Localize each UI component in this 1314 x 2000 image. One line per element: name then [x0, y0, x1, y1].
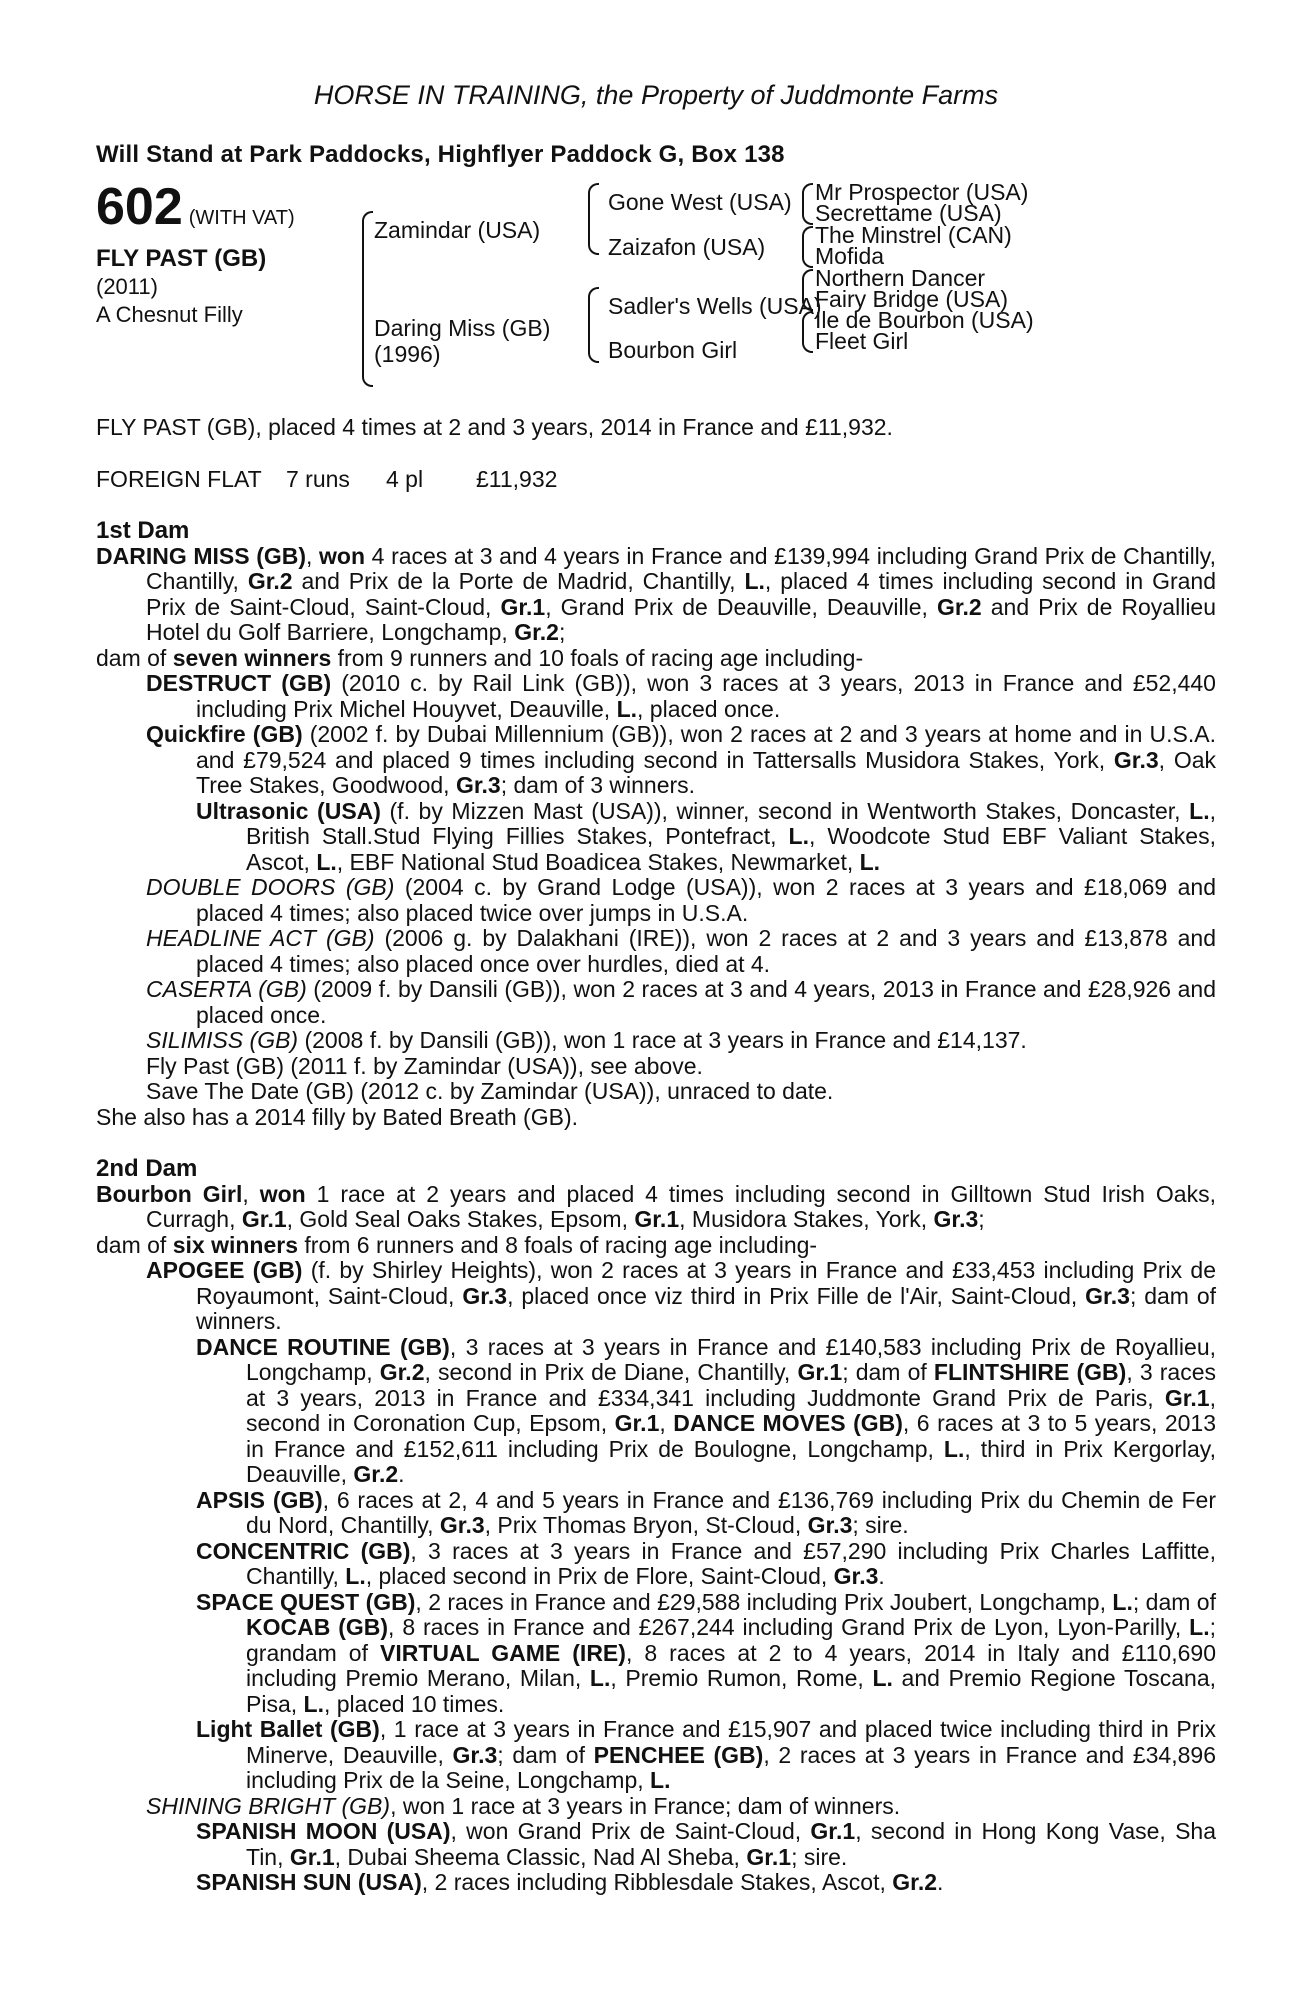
horse-year: (2011): [96, 274, 158, 299]
produce-apsis: APSIS (GB), 6 races at 2, 4 and 5 years in France and £136,769 including Prix du Chemin de Fer du Nord, Chantilly, Gr.3, Prix Thomas Bryon, St-Cloud, Gr.3; sire.: [196, 1486, 1216, 1538]
produce-dance-routine: DANCE ROUTINE (GB), 3 races at 3 years in France and £140,583 including Prix de Royallieu, Longchamp, Gr.2, second in Prix de Diane, Chantilly, Gr.1; dam of FLINTSHIRE (GB), 3 races at 3 years, 2013 in France and £334,341 including Juddmonte Grand Prix de Paris, Gr.1, second in Coronation Cup, Epsom, Gr.1, DANCE MOVES (GB), 6 races at 3 to 5 years, 2013 in France and £152,611 including Prix de Boulogne, Longchamp, L., third in Prix Kergorlay, Deauville, Gr.2.: [196, 1333, 1217, 1487]
lot-number-line: [96, 177, 295, 237]
produce-spanish-sun: SPANISH SUN (USA), 2 races including Ribblesdale Stakes, Ascot, Gr.2.: [196, 1869, 944, 1895]
catalogue-page: [96, 80, 1216, 1896]
produce-apogee: APOGEE (GB) (f. by Shirley Heights), won 2 races at 3 years in France and £33,453 including Prix de Royaumont, Saint-Cloud, Gr.3, placed once viz third in Prix Fille de l'Air, Saint-Cloud, Gr.3; dam of winners.: [146, 1257, 1216, 1334]
ped-sds: The Minstrel (CAN): [815, 222, 1012, 248]
produce-headline-act: HEADLINE ACT (GB) (2006 g. by Dalakhani (IRE)), won 2 races at 2 and 3 years and £13,878 and placed 4 times; also placed once over hurdles, died at 4.: [146, 925, 1216, 977]
ff-amount: £11,932: [476, 465, 558, 492]
ped-sdd: Mofida: [815, 243, 885, 269]
ped-dam-sire: Sadler's Wells (USA): [608, 293, 822, 319]
ped-dds: Ile de Bourbon (USA): [815, 307, 1034, 333]
produce-light-ballet: Light Ballet (GB), 1 race at 3 years in France and £15,907 and placed twice including third in Prix Minerve, Deauville, Gr.3; dam of PENCHEE (GB), 2 races at 3 years in France and £34,896 including Prix de la Seine, Longchamp, L.: [196, 1716, 1216, 1793]
second-dam-entry: Bourbon Girl, won 1 race at 2 years and placed 4 times including second in Gilltown Stud Irish Oaks, Curragh, Gr.1, Gold Seal Oaks Stakes, Epsom, Gr.1, Musidora Stakes, York, Gr.3;: [96, 1180, 1216, 1232]
brace-gen2-top: [588, 183, 599, 255]
produce-caserta: CASERTA (GB) (2009 f. by Dansili (GB)), won 2 races at 3 and 4 years, 2013 in France and £28,926 and placed once.: [146, 976, 1216, 1028]
brace-gen3-1: [802, 183, 813, 225]
lot-block: [96, 175, 1216, 415]
horse-description: A Chesnut Filly: [96, 302, 243, 327]
first-dam-produce-summary: dam of seven winners from 9 runners and 10 foals of racing age including-: [96, 644, 864, 671]
brace-gen3-4: [802, 311, 813, 353]
first-dam-entry: DARING MISS (GB), won 4 races at 3 and 4 years in France and £139,994 including Grand Prix de Chantilly, Chantilly, Gr.2 and Prix de la Porte de Madrid, Chantilly, L., placed 4 times including second in Grand Prix de Saint-Cloud, Saint-Cloud, Gr.1, Grand Prix de Deauville, Deauville, Gr.2 and Prix de Royallieu Hotel du Golf Barriere, Longchamp, Gr.2;: [96, 542, 1217, 645]
produce-fly-past: Fly Past (GB) (2011 f. by Zamindar (USA)), see above.: [146, 1052, 703, 1079]
ped-sss: Mr Prospector (USA): [815, 179, 1029, 205]
catalogue-body: [96, 415, 1216, 1896]
ff-runs: 7 runs: [286, 465, 350, 492]
first-dam-heading: 1st Dam: [96, 517, 190, 544]
brace-gen1: [362, 211, 373, 387]
produce-space-quest: SPACE QUEST (GB), 2 races in France and £29,588 including Prix Joubert, Longchamp, L.; dam of KOCAB (GB), 8 races in France and £267,244 including Grand Prix de Lyon, Lyon-Parilly, L.; grandam of VIRTUAL GAME (IRE), 8 races at 2 to 4 years, 2014 in Italy and £110,690 including Premio Merano, Milan, L., Premio Rumon, Rome, L. and Premio Regione Toscana, Pisa, L., placed 10 times.: [196, 1588, 1216, 1717]
second-dam-heading: 2nd Dam: [96, 1155, 198, 1182]
ped-dsd: Fairy Bridge (USA): [815, 286, 1008, 312]
ped-sire: Zamindar (USA): [374, 217, 541, 243]
second-dam-produce-summary: dam of six winners from 6 runners and 8 foals of racing age including-: [96, 1231, 818, 1258]
produce-ultrasonic: Ultrasonic (USA) (f. by Mizzen Mast (USA)), winner, second in Wentworth Stakes, Doncaster, L., British Stall.Stud Flying Fillies Stakes, Pontefract, L., Woodcote Stud EBF Valiant Stakes, Ascot, L., EBF National Stud Boadicea Stakes, Newmarket, L.: [196, 797, 1216, 875]
page-header: HORSE IN TRAINING, the Property of Juddmonte Farms: [313, 80, 999, 110]
ped-ddd: Fleet Girl: [815, 328, 909, 354]
produce-save-the-date: Save The Date (GB) (2012 c. by Zamindar (USA)), unraced to date.: [146, 1078, 834, 1104]
race-summary: FLY PAST (GB), placed 4 times at 2 and 3 years, 2014 in France and £11,932.: [96, 414, 893, 440]
produce-double-doors: DOUBLE DOORS (GB) (2004 c. by Grand Lodge (USA)), won 2 races at 3 years and £18,069 and placed 4 times; also placed twice over jumps in U.S.A.: [146, 874, 1216, 926]
horse-name: FLY PAST (GB): [96, 245, 267, 272]
lot-number: 602: [96, 178, 183, 236]
ped-ssd: Secrettame (USA): [815, 200, 1002, 226]
produce-silimiss: SILIMISS (GB) (2008 f. by Dansili (GB)), won 1 race at 3 years in France and £14,137.: [146, 1027, 1027, 1053]
ped-dam-dam: Bourbon Girl: [608, 337, 738, 363]
horse-details: [96, 245, 266, 329]
produce-shining-bright: SHINING BRIGHT (GB), won 1 race at 3 years in France; dam of winners.: [146, 1792, 901, 1819]
ped-sire-dam: Zaizafon (USA): [608, 234, 766, 260]
ped-dam-year: (1996): [374, 341, 441, 367]
produce-concentric: CONCENTRIC (GB), 3 races at 3 years in France and £57,290 including Prix Charles Laffitte, Chantilly, L., placed second in Prix de Flore, Saint-Cloud, Gr.3.: [196, 1537, 1216, 1589]
brace-gen3-2: [802, 226, 813, 268]
produce-quickfire: Quickfire (GB) (2002 f. by Dubai Millennium (GB)), won 2 races at 2 and 3 years at home and in U.S.A. and £79,524 and placed 9 times including second in Tattersalls Musidora Stakes, York, Gr.3, Oak Tree Stakes, Goodwood, Gr.3; dam of 3 winners.: [146, 721, 1217, 798]
vat-note: (WITH VAT): [188, 207, 295, 229]
ped-dam: Daring Miss (GB): [374, 315, 551, 341]
produce-destruct: DESTRUCT (GB) (2010 c. by Rail Link (GB)), won 3 races at 3 years, 2013 in France and £52,440 including Prix Michel Houyvet, Deauville, L., placed once.: [146, 670, 1216, 722]
brace-gen3-3: [802, 269, 813, 311]
brace-gen2-bottom: [588, 287, 599, 363]
ff-placed: 4 pl: [386, 465, 424, 492]
stand-location: Will Stand at Park Paddocks, Highflyer Paddock G, Box 138: [96, 141, 785, 168]
ff-label: FOREIGN FLAT: [96, 465, 262, 492]
ped-sire-sire: Gone West (USA): [608, 189, 792, 215]
first-dam-also: She also has a 2014 filly by Bated Breath (GB).: [96, 1103, 578, 1130]
produce-spanish-moon: SPANISH MOON (USA), won Grand Prix de Saint-Cloud, Gr.1, second in Hong Kong Vase, Sha Tin, Gr.1, Dubai Sheema Classic, Nad Al Sheba, Gr.1; sire.: [196, 1818, 1217, 1870]
ped-dss: Northern Dancer: [815, 265, 986, 291]
foreign-flat-record: [96, 467, 1216, 493]
